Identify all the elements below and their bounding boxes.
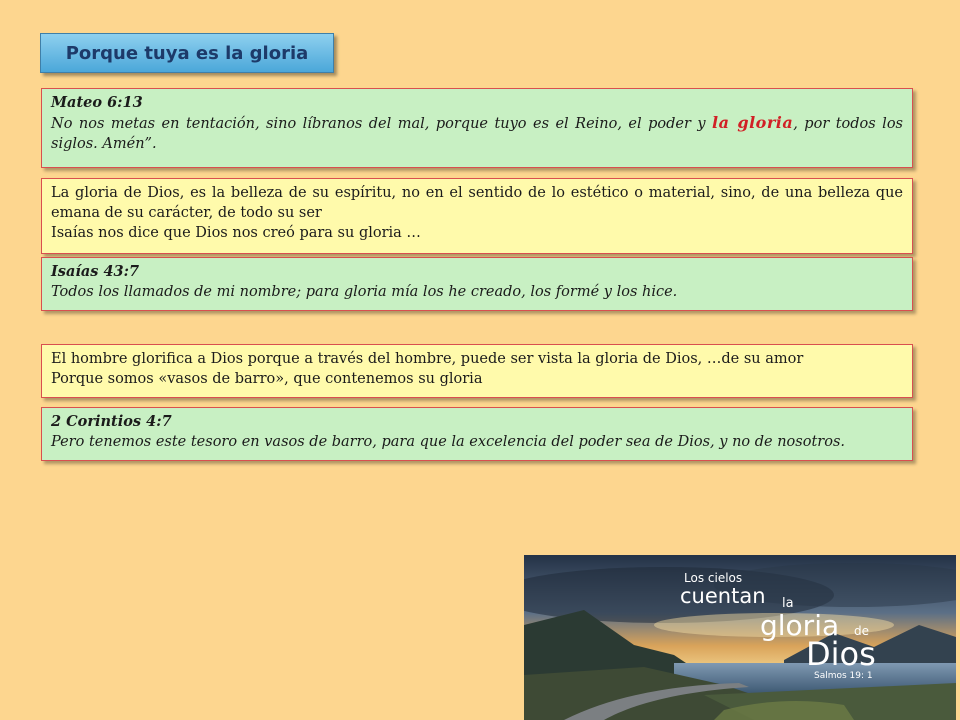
mateo-text-before: No nos metas en tentación, sino líbranos del mal, porque tuyo es el Reino, el poder y xyxy=(51,116,713,132)
gloria-definition-text: La gloria de Dios, es la belleza de su espíritu, no en el sentido de lo estético o material, sino, de una belleza que emana de su carácter, de todo su ser xyxy=(51,185,903,221)
mateo-text-after: , por todos los siglos. Amén”. xyxy=(51,116,903,152)
hombre-box xyxy=(41,344,913,398)
gloria-definition-box xyxy=(41,178,913,254)
landscape-image xyxy=(524,555,956,720)
vasos-text: Porque somos «vasos de barro», que contenemos su gloria xyxy=(51,371,483,387)
banner-line1: Los cielos xyxy=(684,571,743,585)
title-banner xyxy=(40,33,334,73)
page-title: Porque tuya es la gloria xyxy=(65,42,309,64)
isaias-intro-text: Isaías nos dice que Dios nos creó para su gloria … xyxy=(51,225,421,241)
mateo-reference: Mateo 6:13 xyxy=(51,94,143,111)
mateo-box xyxy=(41,88,913,168)
banner-line5: de xyxy=(854,624,869,638)
corintios-box xyxy=(41,407,913,461)
isaias-text: Todos los llamados de mi nombre; para gloria mía los he creado, los formé y los hice. xyxy=(51,284,678,300)
isaias-box xyxy=(41,257,913,311)
corintios-text: Pero tenemos este tesoro en vasos de barro, para que la excelencia del poder sea de Dios, y no de nosotros. xyxy=(51,434,845,450)
corintios-reference: 2 Corintios 4:7 xyxy=(51,413,172,430)
banner-line2: cuentan xyxy=(680,584,766,608)
banner-line4: gloria xyxy=(760,609,840,642)
banner-line7: Salmos 19: 1 xyxy=(814,671,873,681)
banner-line6: Dios xyxy=(806,635,876,673)
landscape-illustration xyxy=(524,555,956,720)
banner-line3: la xyxy=(782,596,794,611)
mateo-highlight: la gloria xyxy=(712,113,794,132)
hombre-text: El hombre glorifica a Dios porque a través del hombre, puede ser vista la gloria de Dios, …de su amor xyxy=(51,351,804,367)
isaias-reference: Isaías 43:7 xyxy=(51,263,140,280)
